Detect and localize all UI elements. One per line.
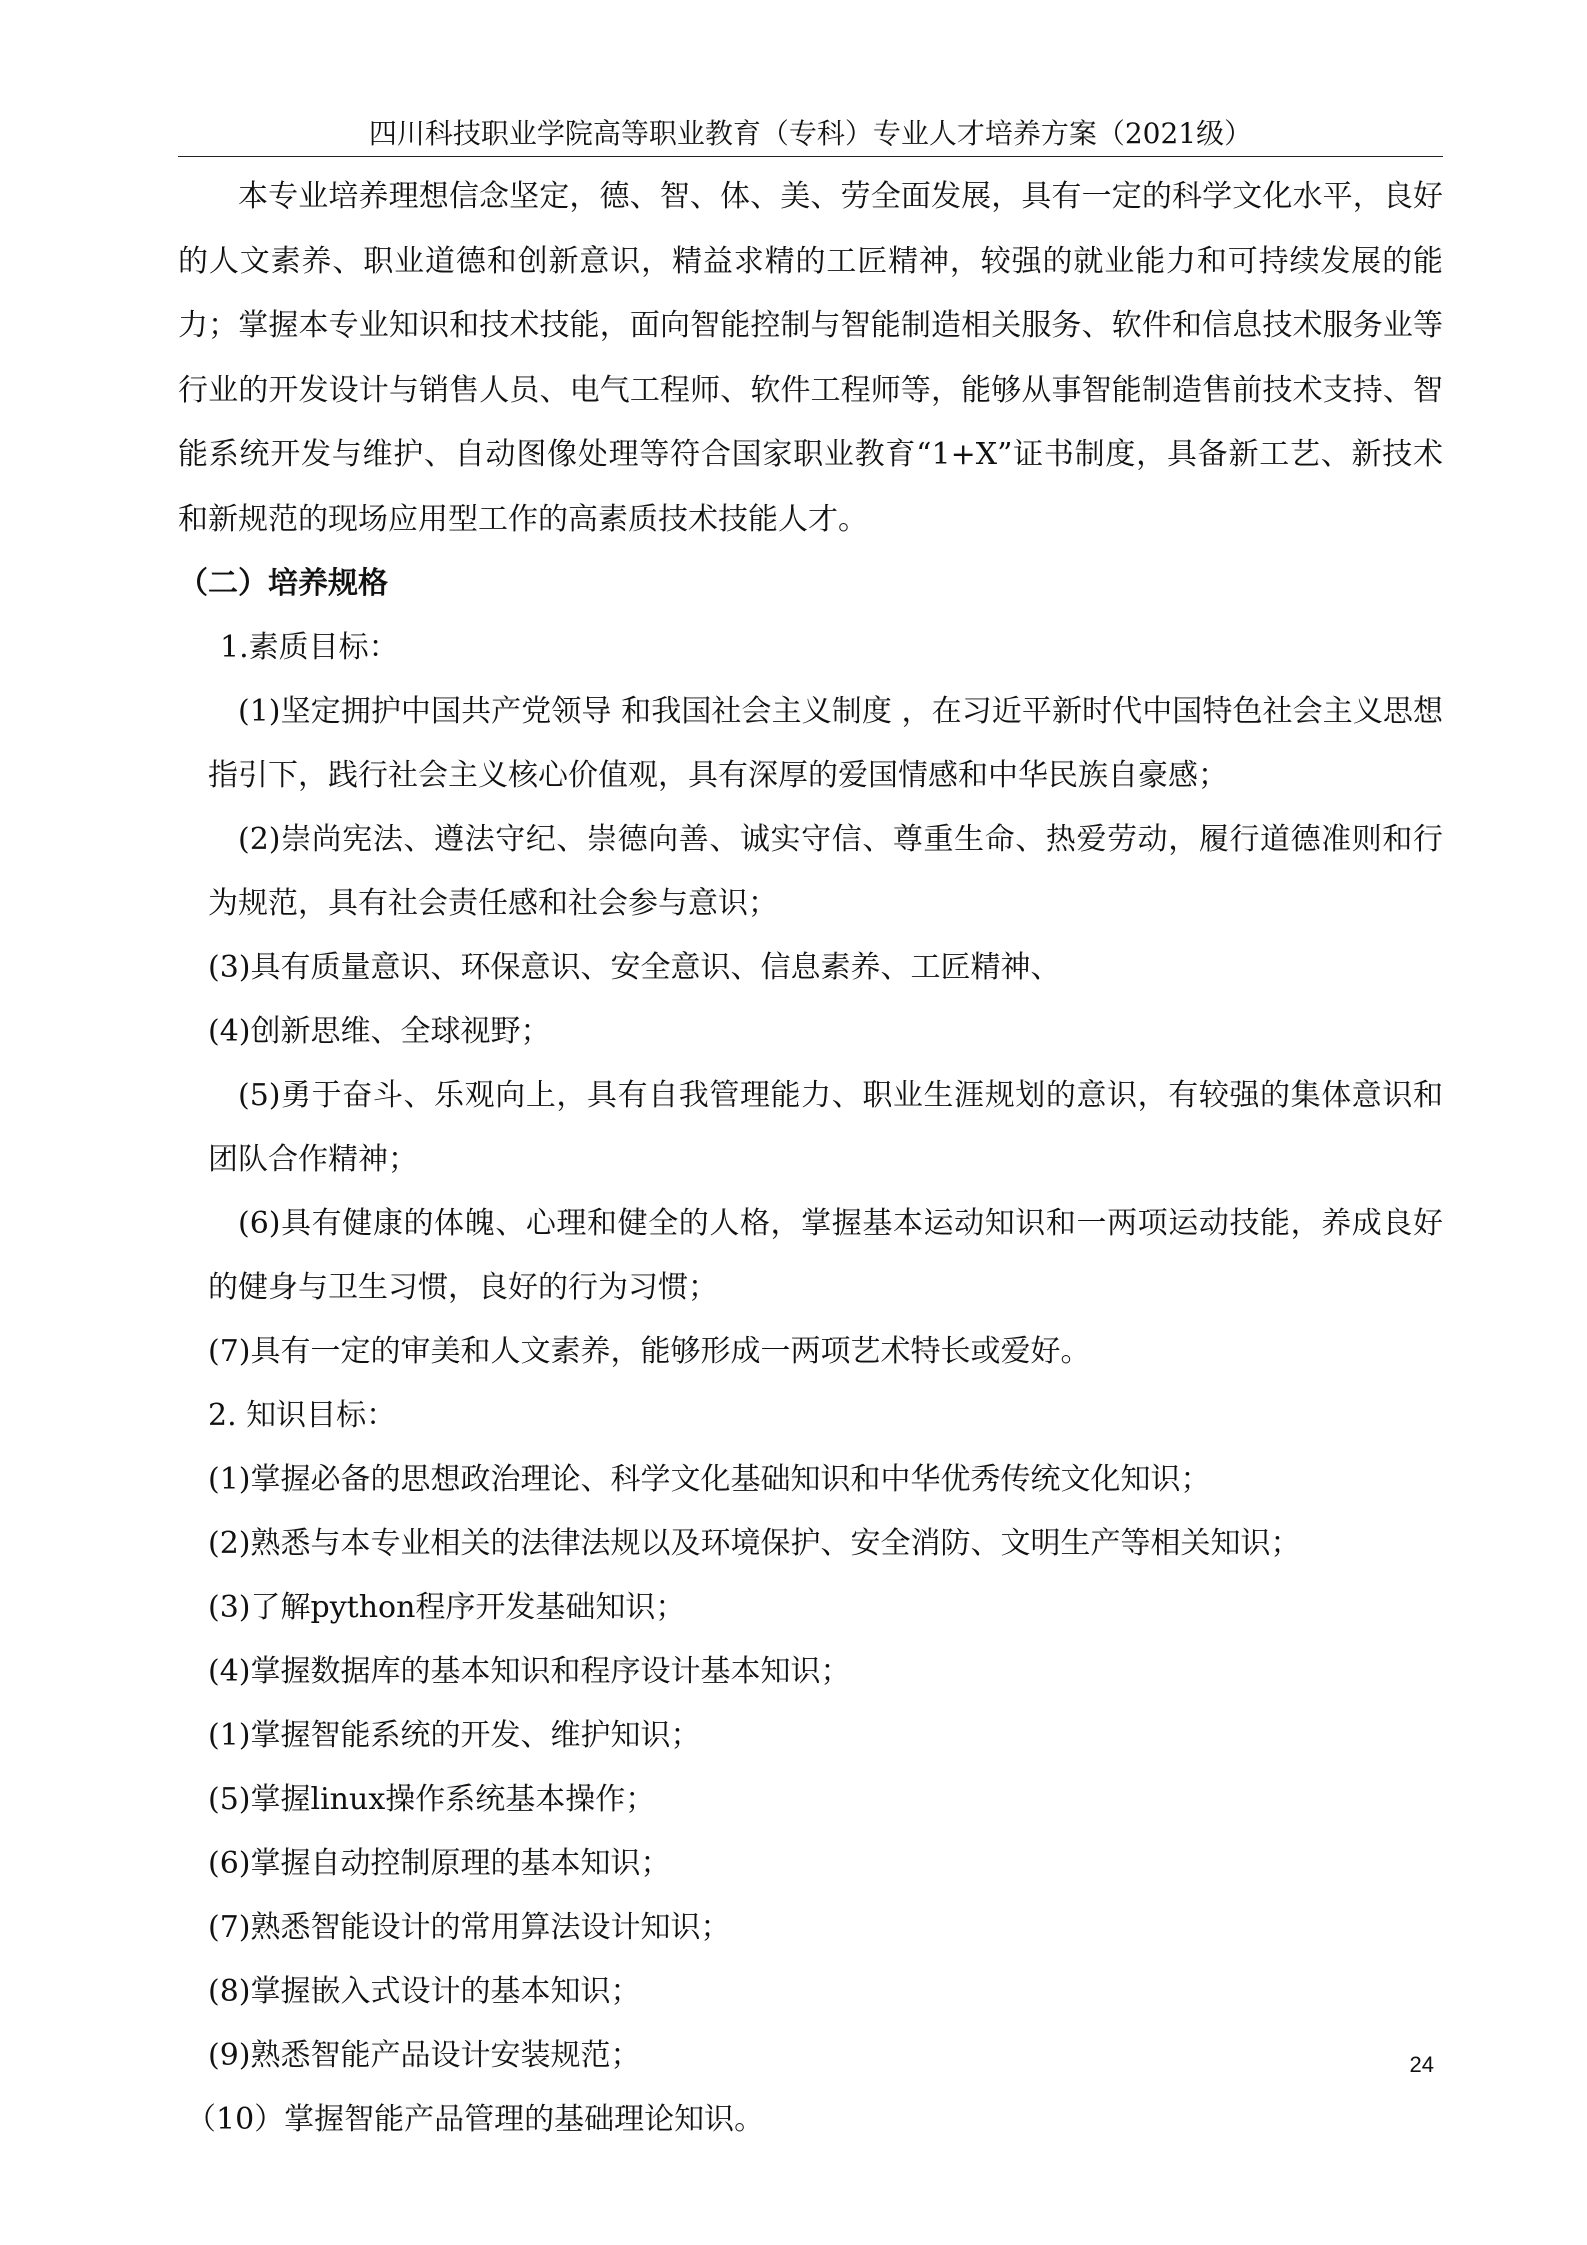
knowledge-item-11: （10）掌握智能产品管理的基础理论知识。	[186, 2102, 765, 2137]
quality-item-4: (4)创新思维、全球视野；	[208, 1014, 551, 1049]
knowledge-item-5: (1)掌握智能系统的开发、维护知识；	[208, 1718, 701, 1753]
page-number: 24	[1409, 2052, 1434, 2077]
document-body	[178, 165, 1443, 2152]
section-heading: （二）培养规格	[178, 566, 388, 601]
knowledge-item-8: (7)熟悉智能设计的常用算法设计知识；	[208, 1910, 731, 1945]
quality-item-2: (2)崇尚宪法、遵法守纪、崇德向善、诚实守信、尊重生命、热爱劳动，履行道德准则和行为规范，具有社会责任感和社会参与意识；	[208, 822, 1443, 921]
quality-item-7: (7)具有一定的审美和人文素养，能够形成一两项艺术特长或爱好。	[208, 1334, 1091, 1369]
knowledge-item-3: (3)了解python程序开发基础知识；	[208, 1590, 686, 1625]
knowledge-item-4: (4)掌握数据库的基本知识和程序设计基本知识；	[208, 1654, 851, 1689]
quality-title: 1.素质目标：	[220, 630, 399, 665]
knowledge-item-6: (5)掌握linux操作系统基本操作；	[208, 1782, 656, 1817]
knowledge-item-9: (8)掌握嵌入式设计的基本知识；	[208, 1974, 641, 2009]
quality-item-3: (3)具有质量意识、环保意识、安全意识、信息素养、工匠精神、	[208, 950, 1061, 985]
knowledge-item-10: (9)熟悉智能产品设计安装规范；	[208, 2038, 641, 2073]
knowledge-title: 2. 知识目标：	[208, 1398, 397, 1433]
page-header: 四川科技职业学院高等职业教育（专科）专业人才培养方案（2021级）	[178, 112, 1443, 157]
intro-paragraph: 本专业培养理想信念坚定，德、智、体、美、劳全面发展，具有一定的科学文化水平，良好的人文素养、职业道德和创新意识，精益求精的工匠精神，较强的就业能力和可持续发展的能力；掌握本专业知识和技术技能，面向智能控制与智能制造相关服务、软件和信息技术服务业等行业的开发设计与销售人员、电气工程师、软件工程师等，能够从事智能制造售前技术支持、智能系统开发与维护、自动图像处理等符合国家职业教育“1+X”证书制度，具备新工艺、新技术和新规范的现场应用型工作的高素质技术技能人才。	[178, 179, 1443, 537]
knowledge-item-1: (1)掌握必备的思想政治理论、科学文化基础知识和中华优秀传统文化知识；	[208, 1462, 1211, 1497]
quality-item-6: (6)具有健康的体魄、心理和健全的人格，掌握基本运动知识和一两项运动技能，养成良好的健身与卫生习惯，良好的行为习惯；	[208, 1206, 1443, 1305]
quality-item-5: (5)勇于奋斗、乐观向上，具有自我管理能力、职业生涯规划的意识，有较强的集体意识和团队合作精神；	[208, 1078, 1443, 1177]
knowledge-item-2: (2)熟悉与本专业相关的法律法规以及环境保护、安全消防、文明生产等相关知识；	[208, 1526, 1301, 1561]
quality-item-1: (1)坚定拥护中国共产党领导 和我国社会主义制度 ，在习近平新时代中国特色社会主义思想指引下，践行社会主义核心价值观，具有深厚的爱国情感和中华民族自豪感；	[208, 694, 1443, 793]
knowledge-item-7: (6)掌握自动控制原理的基本知识；	[208, 1846, 671, 1881]
